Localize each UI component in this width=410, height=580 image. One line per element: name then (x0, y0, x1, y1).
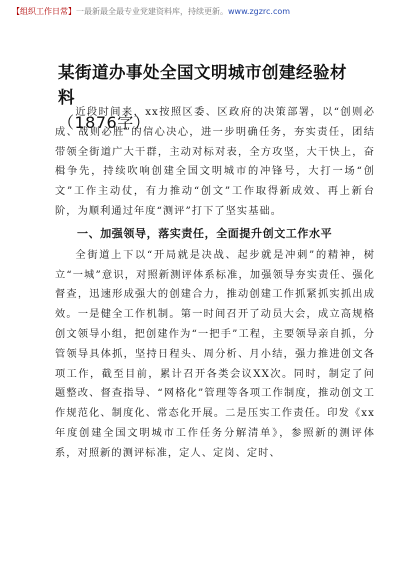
document-body (55, 103, 375, 464)
word-count: （1876字） (58, 113, 151, 132)
header-site-link[interactable]: www.zgzrc.com (228, 7, 291, 16)
header-tag: 【组织工作日常】 (12, 7, 76, 16)
header-tagline: 一最新最全最专业党建资料库，持续更新。 (76, 7, 228, 16)
section-paragraph: 全街道上下以“开局就是决战、起步就是冲刺”的精神，树立“一城”意识，对照新测评体系标准，加强领导夯实责任、强化督查，迅速形成强大的创建合力，推动创建工作抓紧抓实抓出成效。一是健全工作机制。第一时间召开了动员大会，成立高规格创文领导小组，把创建作为“一把手”工程，主要领导亲自抓，分管领导具体抓，坚持日程头、周分析、月小结，强力推进创文各项工作，截至目前，累计召开各类会议XX次。同时，制定了问题整改、督查指导、“网格化”管理等各项工作制度，推动创文工作规范化、制度化、常态化开展。二是压实工作责任。印发《xx年度创建全国文明城市工作任务分解清单》，参照新的测评体系，对照新的测评标准，定人、定岗、定时、 (55, 249, 375, 459)
intro-paragraph: 近段时间来，xx按照区委、区政府的决策部署，以“创则必成、战则必胜”的信心决心，进一步明确任务，夯实责任，团结带领全街道广大干群，主动对标对表，全方攻坚，大干快上，奋楫争先，持续吹响创建全国文明城市的冲锋号，大打一场“创文”工作主动仗，有力推动“创文”工作取得新成效、再上新台阶，为顺利通过年度“测评”打下了坚实基础。 (55, 107, 375, 217)
header-banner (12, 6, 290, 18)
section-heading: 一、加强领导，落实责任，全面提升创文工作水平 (77, 226, 333, 240)
title-text: 某街道办事处全国文明城市创建经验材料 (58, 63, 347, 107)
